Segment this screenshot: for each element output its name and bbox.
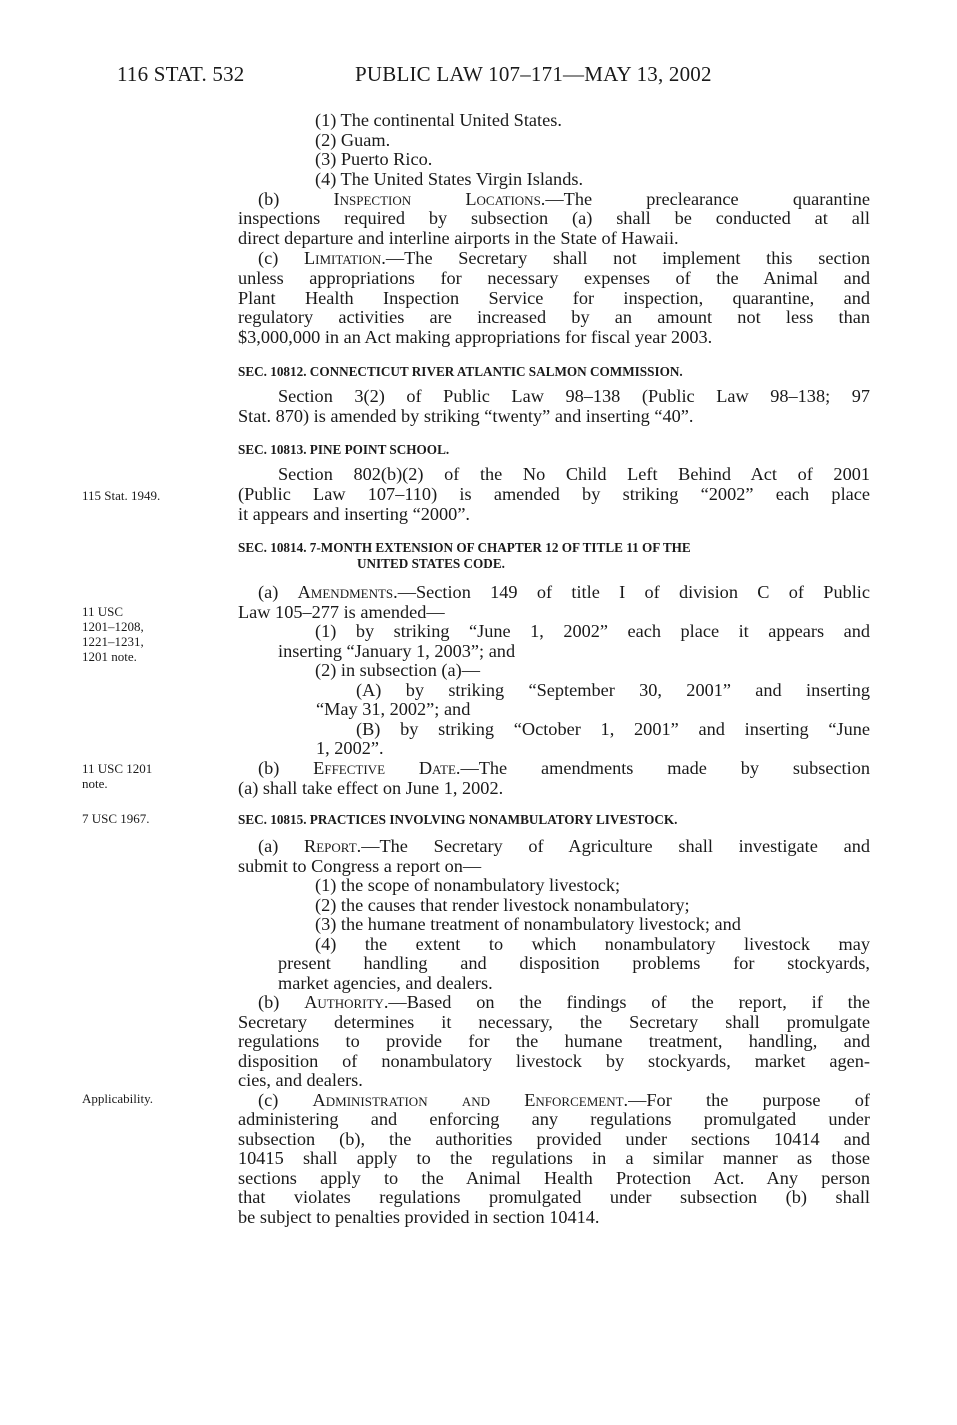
body-line: (B) by striking “October 1, 2001” and inserting “June bbox=[356, 719, 870, 739]
list-item: (4) The United States Virgin Islands. bbox=[315, 169, 584, 189]
subsection-b-first-line bbox=[258, 758, 870, 778]
body-line: inspections required by subsection (a) shall be conducted at all bbox=[238, 208, 870, 228]
body-line: sections apply to the Animal Health Protection Act. Any person bbox=[238, 1168, 870, 1188]
body-line: 1, 2002”. bbox=[316, 738, 384, 758]
subsection-heading: Authority. bbox=[304, 992, 389, 1012]
body-line: Secretary determines it necessary, the Secretary shall promulgate bbox=[238, 1012, 870, 1032]
body-line: Section 3(2) of Public Law 98–138 (Public Law 98–138; 97 bbox=[278, 386, 870, 406]
body-line: “May 31, 2002”; and bbox=[316, 699, 471, 719]
subsection-enum: (c) bbox=[258, 1090, 279, 1110]
subsection-heading: Inspection Locations. bbox=[333, 189, 546, 209]
body-line: market agencies, and dealers. bbox=[278, 973, 493, 993]
body-text: —The Secretary shall not implement this section bbox=[385, 248, 870, 268]
subsection-enum: (b) bbox=[258, 189, 280, 209]
margin-note: 7 USC 1967. bbox=[82, 811, 150, 826]
subsection-b-first-line bbox=[258, 992, 870, 1012]
body-line: it appears and inserting “2000”. bbox=[238, 504, 470, 524]
body-text: —Section 149 of title I of division C of Public bbox=[397, 582, 871, 602]
subsection-b-first-line bbox=[258, 189, 870, 209]
body-line: Stat. 870) is amended by striking “twenty” and inserting “40”. bbox=[238, 406, 694, 426]
body-line: (1) by striking “June 1, 2002” each place it appears and bbox=[315, 621, 870, 641]
margin-note: 1201 note. bbox=[82, 649, 137, 664]
list-item: (2) the causes that render livestock nonambulatory; bbox=[315, 895, 690, 915]
section-heading: SEC. 10814. 7-MONTH EXTENSION OF CHAPTER 12 OF TITLE 11 OF THE bbox=[238, 540, 691, 555]
list-item: (4) the extent to which nonambulatory livestock may bbox=[315, 934, 870, 954]
section-heading: SEC. 10812. CONNECTICUT RIVER ATLANTIC SALMON COMMISSION. bbox=[238, 364, 683, 379]
body-line: Section 802(b)(2) of the No Child Left Behind Act of 2001 bbox=[278, 464, 870, 484]
margin-note: Applicability. bbox=[82, 1091, 154, 1106]
body-line: (2) in subsection (a)— bbox=[315, 660, 480, 680]
body-text: —The amendments made by subsection bbox=[460, 758, 870, 778]
body-line: submit to Congress a report on— bbox=[238, 856, 482, 876]
body-line: $3,000,000 in an Act making appropriations for fiscal year 2003. bbox=[238, 327, 713, 347]
body-line: subsection (b), the authorities provided under sections 10414 and bbox=[238, 1129, 870, 1149]
subsection-enum: (a) bbox=[258, 582, 279, 602]
body-line: regulations to provide for the humane treatment, handling, and bbox=[238, 1031, 870, 1051]
body-line: direct departure and interline airports in the State of Hawaii. bbox=[238, 228, 679, 248]
subsection-enum: (b) bbox=[258, 758, 280, 778]
subsection-enum: (a) bbox=[258, 836, 279, 856]
margin-note: 1221–1231, bbox=[82, 634, 144, 649]
body-line: disposition of nonambulatory livestock by stockyards, market agen- bbox=[238, 1051, 870, 1071]
body-line: administering and enforcing any regulations promulgated under bbox=[238, 1109, 870, 1129]
subsection-heading: Amendments. bbox=[297, 582, 398, 602]
margin-note: 115 Stat. 1949. bbox=[82, 488, 161, 503]
subsection-enum: (c) bbox=[258, 248, 279, 268]
body-text: —For the purpose of bbox=[628, 1090, 870, 1110]
section-heading-continued: UNITED STATES CODE. bbox=[357, 556, 505, 571]
body-line: that violates regulations promulgated under subsection (b) shall bbox=[238, 1187, 870, 1207]
subsection-heading: Limitation. bbox=[304, 248, 386, 268]
list-item: (2) Guam. bbox=[315, 130, 391, 150]
subsection-heading: Report. bbox=[304, 836, 362, 856]
margin-note: 1201–1208, bbox=[82, 619, 144, 634]
body-line: present handling and disposition problems for stockyards, bbox=[278, 953, 870, 973]
body-text: —The Secretary of Agriculture shall investigate and bbox=[361, 836, 870, 856]
margin-note: 11 USC 1201 bbox=[82, 761, 153, 776]
section-heading: SEC. 10815. PRACTICES INVOLVING NONAMBULATORY LIVESTOCK. bbox=[238, 812, 678, 827]
subsection-heading: Administration and Enforcement. bbox=[312, 1090, 629, 1110]
list-item: (1) The continental United States. bbox=[315, 110, 562, 130]
body-line: Law 105–277 is amended— bbox=[238, 602, 445, 622]
body-text: —The preclearance quarantine bbox=[545, 189, 870, 209]
page-stat-citation: 116 STAT. 532 bbox=[117, 62, 245, 86]
subsection-enum: (b) bbox=[258, 992, 280, 1012]
body-line: (a) shall take effect on June 1, 2002. bbox=[238, 778, 504, 798]
body-line: (A) by striking “September 30, 2001” and inserting bbox=[356, 680, 870, 700]
body-line: be subject to penalties provided in section 10414. bbox=[238, 1207, 600, 1227]
page-running-title: PUBLIC LAW 107–171—MAY 13, 2002 bbox=[355, 62, 712, 86]
body-line: (Public Law 107–110) is amended by striking “2002” each place bbox=[238, 484, 870, 504]
list-item: (3) the humane treatment of nonambulatory livestock; and bbox=[315, 914, 741, 934]
list-item: (1) the scope of nonambulatory livestock; bbox=[315, 875, 621, 895]
subsection-c-first-line bbox=[258, 248, 870, 268]
subsection-c-first-line bbox=[258, 1090, 870, 1110]
subsection-a-first-line bbox=[258, 836, 870, 856]
body-text: —Based on the findings of the report, if the bbox=[388, 992, 870, 1012]
body-line: unless appropriations for necessary expenses of the Animal and bbox=[238, 268, 870, 288]
body-line: inserting “January 1, 2003”; and bbox=[278, 641, 516, 661]
body-line: Plant Health Inspection Service for inspection, quarantine, and bbox=[238, 288, 870, 308]
subsection-a-first-line bbox=[258, 582, 870, 602]
body-line: cies, and dealers. bbox=[238, 1070, 363, 1090]
margin-note: 11 USC bbox=[82, 604, 124, 619]
margin-note: note. bbox=[82, 776, 108, 791]
list-item: (3) Puerto Rico. bbox=[315, 149, 433, 169]
body-line: regulatory activities are increased by an amount not less than bbox=[238, 307, 870, 327]
section-heading: SEC. 10813. PINE POINT SCHOOL. bbox=[238, 442, 450, 457]
body-line: 10415 shall apply to the regulations in a similar manner as those bbox=[238, 1148, 870, 1168]
subsection-heading: Effective Date. bbox=[313, 758, 461, 778]
